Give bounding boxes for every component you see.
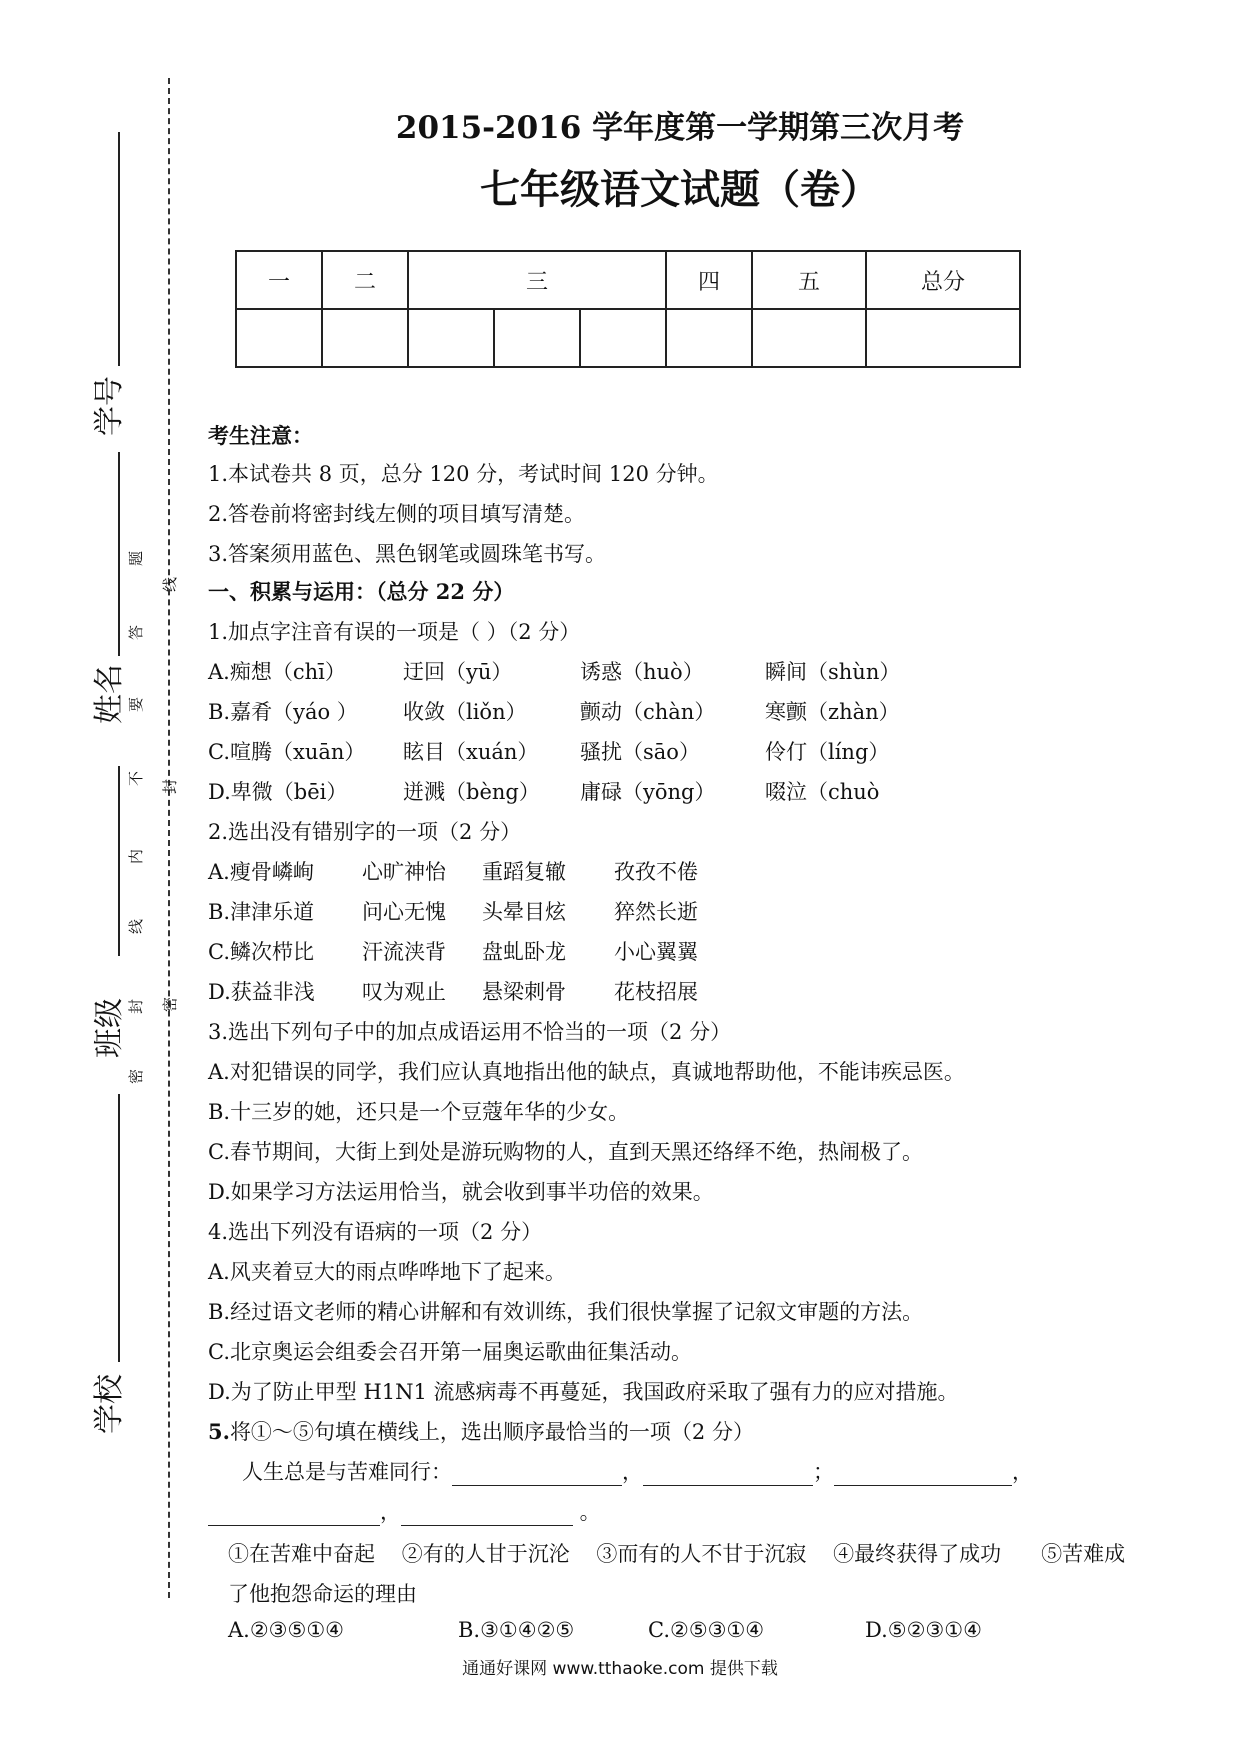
q4-option: B.经过语文老师的精心讲解和有效训练，我们很快掌握了记叙文审题的方法。 <box>208 1300 924 1324</box>
q2-option: 问心无愧 <box>362 900 446 924</box>
q4-option: C.北京奥运会组委会召开第一届奥运歌曲征集活动。 <box>208 1340 692 1364</box>
section-title: 一、积累与运用：（总分 22 分） <box>208 579 515 604</box>
score-header: 三 <box>408 251 666 309</box>
seal-mark: 内 <box>127 848 146 865</box>
score-cell[interactable] <box>580 309 666 367</box>
q2-option: 盘虬卧龙 <box>482 940 566 964</box>
q3-option: B.十三岁的她，还只是一个豆蔻年华的少女。 <box>208 1100 630 1124</box>
answer-blank[interactable] <box>834 1465 1012 1486</box>
q1-option: 啜泣（chuò <box>765 780 880 804</box>
q1-option: 庸碌（yōng） <box>580 780 716 804</box>
q1-option: B.嘉肴（yáo ） <box>208 700 358 724</box>
q5-sentences: 了他抱怨命运的理由 <box>228 1582 417 1606</box>
q1-option: 骚扰（sāo） <box>580 740 700 764</box>
q3-option: A.对犯错误的同学，我们应认真地指出他的缺点，真诚地帮助他，不能讳疾忌医。 <box>208 1060 965 1084</box>
q1-option: 诱惑（huò） <box>580 660 704 684</box>
q2-option: 叹为观止 <box>362 980 446 1004</box>
question-stem: 4.选出下列没有语病的一项（2 分） <box>208 1220 543 1244</box>
question-stem: 2.选出没有错别字的一项（2 分） <box>208 820 522 844</box>
score-header: 总分 <box>866 251 1020 309</box>
q5-fill-line-1: 人生总是与苦难同行： ， ； ， <box>242 1460 1033 1484</box>
seal-mark: 密 <box>127 1068 146 1085</box>
notice-item: 3.答案须用蓝色、黑色钢笔或圆珠笔书写。 <box>208 542 607 566</box>
q2-option: 小心翼翼 <box>614 940 698 964</box>
q1-option: 收敛（liǒn） <box>403 700 527 724</box>
score-header: 四 <box>666 251 752 309</box>
seal-mark: 题 <box>127 550 146 567</box>
q5-lead: 人生总是与苦难同行： <box>242 1460 452 1484</box>
q1-option: 伶仃（líng） <box>765 740 890 764</box>
seal-dashed-line <box>168 78 170 1598</box>
seal-mark: 密 <box>161 996 180 1013</box>
notice-item: 2.答卷前将密封线左侧的项目填写清楚。 <box>208 502 586 526</box>
q1-option: D.卑微（bēi） <box>208 780 348 804</box>
score-cell[interactable] <box>666 309 752 367</box>
seal-mark: 封 <box>127 998 146 1015</box>
question-stem: 1.加点字注音有误的一项是（ ）（2 分） <box>208 620 581 644</box>
student-id-label: 学号 <box>92 376 127 436</box>
q2-option: 花枝招展 <box>614 980 698 1004</box>
q2-option: 猝然长逝 <box>614 900 698 924</box>
name-line <box>118 452 120 656</box>
q5-answer: C.②⑤③①④ <box>648 1618 765 1642</box>
school-label: 学校 <box>92 1374 127 1434</box>
score-header: 五 <box>752 251 866 309</box>
q5-sentences: ①在苦难中奋起 ②有的人甘于沉沦 ③而有的人不甘于沉寂 ④最终获得了成功 ⑤苦难成 <box>228 1542 1126 1566</box>
q2-option: 孜孜不倦 <box>614 860 698 884</box>
score-table <box>235 250 1021 368</box>
q2-option: B.津津乐道 <box>208 900 315 924</box>
score-cell[interactable] <box>408 309 494 367</box>
q1-option: C.喧腾（xuān） <box>208 740 366 764</box>
q2-option: C.鳞次栉比 <box>208 940 314 964</box>
seal-mark: 答 <box>127 624 146 641</box>
score-cell[interactable] <box>322 309 408 367</box>
q1-option: A.痴想（chī） <box>208 660 346 684</box>
q5-answer: B.③①④②⑤ <box>458 1618 575 1642</box>
q1-option: 迂回（yū） <box>403 660 513 684</box>
q2-option: 头晕目炫 <box>482 900 566 924</box>
seal-mark: 不 <box>127 770 146 787</box>
answer-blank[interactable] <box>208 1505 380 1526</box>
answer-blank[interactable] <box>643 1465 813 1486</box>
seal-mark: 线 <box>161 576 180 593</box>
question-stem <box>208 1416 754 1446</box>
q5-number: 5. <box>208 1419 230 1444</box>
q2-option: A.瘦骨嶙峋 <box>208 860 314 884</box>
q2-option: 心旷神怡 <box>362 860 446 884</box>
score-cell[interactable] <box>494 309 580 367</box>
q5-stem: 将①～⑤句填在横线上，选出顺序最恰当的一项（2 分） <box>229 1420 754 1444</box>
q4-option: A.风夹着豆大的雨点哗哗地下了起来。 <box>208 1260 566 1284</box>
q2-option: D.获益非浅 <box>208 980 315 1004</box>
score-cell[interactable] <box>866 309 1020 367</box>
seal-mark: 线 <box>127 918 146 935</box>
page-footer: 通通好课网 www.tthaoke.com 提供下载 <box>462 1659 778 1679</box>
exam-subtitle: 七年级语文试题（卷） <box>480 167 880 213</box>
q1-option: 寒颤（zhàn） <box>765 700 900 724</box>
question-stem: 3.选出下列句子中的加点成语运用不恰当的一项（2 分） <box>208 1020 732 1044</box>
q4-option: D.为了防止甲型 H1N1 流感病毒不再蔓延，我国政府采取了强有力的应对措施。 <box>208 1380 959 1404</box>
notice-title: 考生注意： <box>208 423 313 448</box>
answer-blank[interactable] <box>452 1465 622 1486</box>
q1-option: 迸溅（bèng） <box>403 780 540 804</box>
score-header: 一 <box>236 251 322 309</box>
q3-option: C.春节期间，大街上到处是游玩购物的人，直到天黑还络绎不绝，热闹极了。 <box>208 1140 923 1164</box>
q1-option: 眩目（xuán） <box>403 740 539 764</box>
name-label: 姓名 <box>92 664 127 724</box>
seal-mark: 封 <box>161 778 180 795</box>
q2-option: 悬梁刺骨 <box>482 980 566 1004</box>
class-line <box>118 766 120 956</box>
q5-answer: D.⑤②③①④ <box>865 1618 982 1642</box>
school-line <box>118 1094 120 1362</box>
q1-option: 瞬间（shùn） <box>765 660 901 684</box>
exam-title: 2015-2016 学年度第一学期第三次月考 <box>395 110 965 146</box>
q2-option: 重蹈复辙 <box>482 860 566 884</box>
q2-option: 汗流浃背 <box>362 940 446 964</box>
q1-option: 颤动（chàn） <box>580 700 716 724</box>
score-cell[interactable] <box>236 309 322 367</box>
q3-option: D.如果学习方法运用恰当，就会收到事半功倍的效果。 <box>208 1180 714 1204</box>
answer-blank[interactable] <box>401 1505 573 1526</box>
q5-fill-line-2: ， 。 <box>208 1496 601 1526</box>
score-header: 二 <box>322 251 408 309</box>
seal-mark: 要 <box>127 696 146 713</box>
class-label: 班级 <box>92 998 127 1058</box>
notice-item: 1.本试卷共 8 页，总分 120 分，考试时间 120 分钟。 <box>208 462 719 486</box>
score-cell[interactable] <box>752 309 866 367</box>
q5-answer: A.②③⑤①④ <box>228 1618 344 1642</box>
